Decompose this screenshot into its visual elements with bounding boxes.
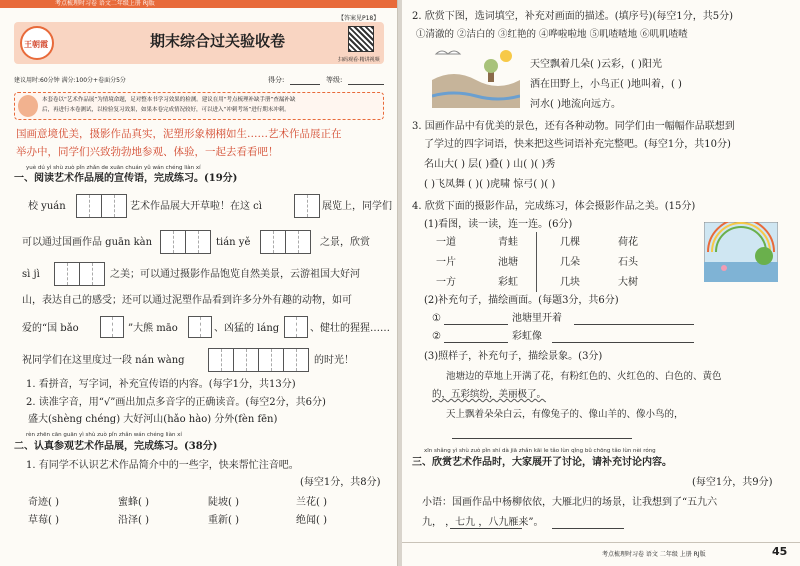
passage-line-1c: 展览上，同学们: [322, 201, 392, 212]
writing-grid[interactable]: [208, 348, 234, 372]
section1-pinyin: yuè dú yì shù zuò pǐn zhǎn de xuān chuán yǔ wán chéng liàn xí: [26, 165, 201, 171]
section2-heading: 二、认真参观艺术作品展，完成练习。(38分): [14, 441, 218, 452]
word-blank[interactable]: 重新( ): [208, 515, 239, 526]
logo: [20, 26, 54, 60]
answer-ref: 【答案见P18】: [338, 15, 380, 22]
section2-pinyin: rèn zhēn cān guān yì shù zuò pǐn zhǎn wán chéng liàn xí: [26, 432, 182, 438]
match-col3[interactable]: 几棵: [560, 237, 580, 248]
intro-line-2: 后，再进行本卷测试，以检验复习效果，如果本卷完成情况较好，可以进入“冲刺考场”进行期末冲刺。: [42, 107, 290, 113]
fill-2-num: ②: [432, 331, 441, 342]
writing-grid[interactable]: [160, 230, 186, 254]
idiom-row-1: 名山大( ) 层( )叠( ) 山( )( )秀: [424, 159, 556, 170]
q1-1: 1. 看拼音，写字词，补充宣传语的内容。(每字1分，共13分): [26, 379, 296, 390]
passage-line-3a: sì jì: [22, 269, 40, 280]
divider: [536, 232, 537, 292]
match-col1[interactable]: 一片: [436, 257, 456, 268]
passage-line-6b: 的时光！: [314, 355, 354, 366]
desc-line-1: 天空飘着几朵( )云彩，( )阳光: [530, 59, 662, 70]
passage-line-1b: 艺术作品展大开草啦！在这 cì: [130, 201, 262, 212]
passage-line-5c: 、凶猛的 láng: [214, 323, 280, 334]
left-page: [0, 0, 398, 566]
answer-line[interactable]: [552, 342, 694, 343]
match-col1[interactable]: 一道: [436, 237, 456, 248]
match-col3[interactable]: 几块: [560, 277, 580, 288]
word-blank[interactable]: 草莓( ): [28, 515, 59, 526]
score-line: [290, 84, 320, 85]
passage-line-5b: ”大熊 māo: [128, 323, 178, 334]
q1-2-examples: 盛大(shèng chéng) 大好河山(hǎo hào) 分外(fèn fēn): [28, 414, 278, 425]
xiaoyu-line-2: 九， ，七九 ，八九雁来”。: [422, 517, 544, 528]
passage-line-5a: 爱的“国 bǎo: [22, 323, 79, 334]
writing-grid[interactable]: [79, 262, 105, 286]
meta-info: 建议用时:60分钟 满分:100分+卷面分5分: [14, 77, 126, 84]
page-number: 45: [772, 545, 788, 558]
answer-line[interactable]: [452, 438, 632, 439]
qr-caption: 扫码观看·精讲视频: [338, 57, 380, 63]
intro-line-1: 本套卷以“艺术作品展”为情境命题，足对整本书学习效果的检测。建议在用“考点梳理补缺手册”查漏补缺: [42, 97, 296, 103]
q2-4-2: (2)补充句子，描绘画面。(每题3分，共6分): [424, 295, 619, 306]
pond-photo: [704, 222, 778, 282]
word-blank[interactable]: 陡坡( ): [208, 497, 239, 508]
match-col2[interactable]: 彩虹: [498, 277, 518, 288]
writing-grid[interactable]: [284, 316, 308, 338]
landscape-picture: [432, 46, 520, 108]
passage-line-6a: 祝同学们在这里度过一段 nán wàng: [22, 355, 185, 366]
desc-line-3: 河水( )地流向远方。: [530, 99, 621, 110]
fill-1-num: ①: [432, 313, 441, 324]
q2-1-score: (每空1分，共8分): [300, 477, 381, 488]
page-title: 期末综合过关验收卷: [150, 32, 286, 50]
lotus-icon: [721, 265, 727, 271]
desc-line-2: 洒在田野上，小鸟正( )地叫着，( ): [530, 79, 682, 90]
writing-grid[interactable]: [76, 194, 102, 218]
qr-code-icon: [348, 26, 374, 52]
lead-line-2: 举办中，同学们兴致勃勃地参观、体验，一起去看看吧！: [16, 146, 279, 158]
fill-2-text: 彩虹像: [512, 331, 542, 342]
match-col4[interactable]: 大树: [618, 277, 638, 288]
word-blank[interactable]: 沿泽( ): [118, 515, 149, 526]
q2-3: 3. 国画作品中有优美的景色，还有各种动物。同学们由一幅幅作品联想到: [412, 121, 735, 132]
writing-grid[interactable]: [188, 316, 212, 338]
passage-line-5d: 、健壮的猩猩……: [310, 323, 390, 334]
example-line-1: 池塘边的草地上开满了花，有粉红色的、火红色的、白色的、黄色: [446, 371, 722, 382]
tree-icon: [755, 247, 773, 265]
q2-3-cont: 了学过的四字词语，快来把这些词语补充完整吧。(每空1分，共10分): [424, 139, 731, 150]
writing-grid[interactable]: [101, 194, 127, 218]
match-col2[interactable]: 青蛙: [498, 237, 518, 248]
writing-grid[interactable]: [260, 230, 286, 254]
match-col4[interactable]: 荷花: [618, 237, 638, 248]
q2-4-3: (3)照样子，补充句子，描绘景象。(3分): [424, 351, 603, 362]
word-blank[interactable]: 奇迹( ): [28, 497, 59, 508]
writing-grid[interactable]: [233, 348, 259, 372]
match-col2[interactable]: 池塘: [498, 257, 518, 268]
passage-line-4: 山，表达自己的感受；还可以通过泥塑作品看到许多分外有趣的动物，如可: [22, 295, 352, 306]
answer-line[interactable]: [444, 324, 508, 325]
writing-grid[interactable]: [54, 262, 80, 286]
fill-1-text: 池塘里开着: [512, 313, 562, 324]
example-line-2: 的，五彩缤纷，美丽极了。: [432, 389, 547, 400]
prompt-line: 天上飘着朵朵白云，有像兔子的、像山羊的、像小鸟的，: [446, 409, 684, 420]
score-label: 得分:: [268, 76, 285, 84]
word-blank[interactable]: 蜜蜂( ): [118, 497, 149, 508]
match-col3[interactable]: 几朵: [560, 257, 580, 268]
writing-grid[interactable]: [185, 230, 211, 254]
match-col4[interactable]: 石头: [618, 257, 638, 268]
writing-grid[interactable]: [294, 194, 320, 218]
grade-label: 等级:: [326, 76, 343, 84]
sun-icon: [500, 50, 512, 62]
section3-heading: 三、欣赏艺术作品时，大家展开了讨论，请补充讨论内容。: [412, 457, 672, 468]
section1-heading: 一、阅读艺术作品展的宣传语，完成练习。(19分): [14, 173, 238, 184]
writing-grid[interactable]: [283, 348, 309, 372]
section3-pinyin: xīn shǎng yì shù zuò pǐn shí dà jiā zhǎn kāi le tǎo lùn qǐng bǔ chōng tǎo lùn nèi róng: [424, 448, 656, 454]
grade-line: [348, 84, 384, 85]
passage-line-2b: tián yě: [216, 237, 251, 248]
passage-line-3b: 之美；可以通过摄影作品饱览自然美景，云游祖国大好河: [110, 269, 360, 280]
girl-avatar-icon: [18, 95, 38, 117]
passage-line-2c: 之景，欣赏: [320, 237, 370, 248]
writing-grid[interactable]: [285, 230, 311, 254]
idiom-row-2: ( )飞凤舞 ( )( )虎啸 惊弓( )( ): [424, 179, 556, 190]
word-blank[interactable]: 绝闻( ): [296, 515, 327, 526]
word-blank[interactable]: 兰花( ): [296, 497, 327, 508]
q2-4: 4. 欣赏下面的摄影作品，完成练习，体会摄影作品之美。(15分): [412, 201, 696, 212]
answer-line[interactable]: [450, 528, 522, 529]
footer-rule: [402, 542, 800, 543]
q1-2: 2. 读准字音，用“√”画出加点多音字的正确读音。(每空2分，共6分): [26, 397, 326, 408]
lead-line-1: 国画意境优美，摄影作品真实，泥塑形象栩栩如生……艺术作品展正在: [16, 128, 342, 140]
passage-line-2a: 可以通过国画作品 guān kàn: [22, 237, 153, 248]
q2-2: 2. 欣赏下图，选词填空，补充对画面的描述。(填序号)(每空1分，共5分): [412, 11, 734, 22]
writing-grid[interactable]: [100, 316, 124, 338]
q2-4-1: (1)看图，读一读，连一连。(6分): [424, 219, 573, 230]
footer-text: 考点梳理时习卷 语文 二年级 上册 RJ版: [602, 551, 706, 558]
answer-line[interactable]: [552, 528, 624, 529]
passage-line-1a: 校 yuán: [28, 201, 66, 212]
q2-1: 1. 有同学不认识艺术作品简介中的一些字，快来帮忙注音吧。: [26, 460, 299, 471]
right-page: [402, 0, 800, 566]
writing-grid[interactable]: [258, 348, 284, 372]
band-text: 考点梳理时习卷 语文二年级上册 RJ版: [55, 0, 155, 7]
section3-score: (每空1分，共9分): [692, 477, 773, 488]
xiaoyu-line-1: 小语：国画作品中杨柳依依，大雁北归的场景，让我想到了“五九六: [422, 497, 718, 508]
match-col1[interactable]: 一方: [436, 277, 456, 288]
answer-line[interactable]: [444, 342, 508, 343]
q2-2-options: ①清澈的 ②洁白的 ③红艳的 ④哗啦啦地 ⑤叽喳喳地 ⑥叽叽喳喳: [416, 29, 688, 40]
logo-text: 王朝霞: [24, 39, 48, 49]
answer-line[interactable]: [574, 324, 694, 325]
